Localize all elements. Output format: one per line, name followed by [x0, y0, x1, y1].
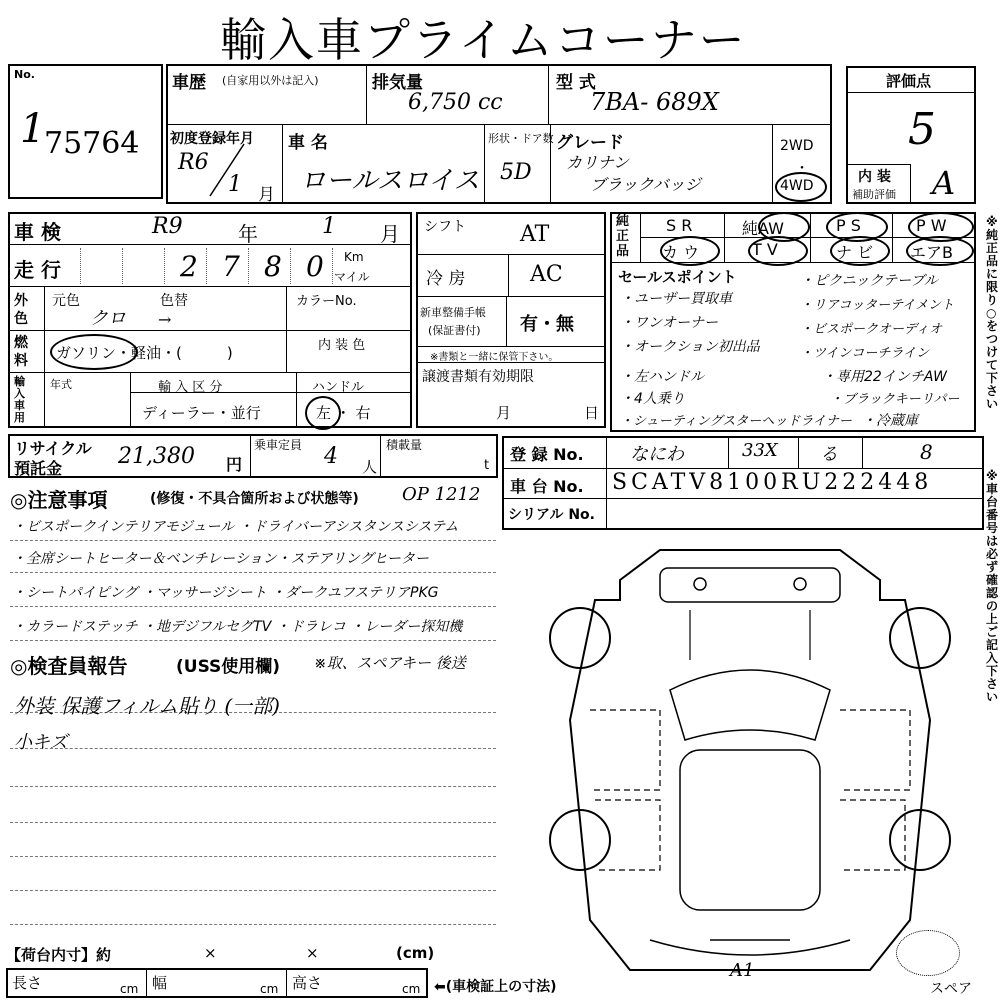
manual-note: ※書類と一緒に保管下さい。: [430, 352, 559, 363]
shift-value: AT: [520, 222, 550, 247]
registration-number: 8: [920, 440, 933, 464]
dims-width-cm: cm: [260, 982, 279, 996]
sales-point-item: ・シューティングスターヘッドライナー: [620, 414, 852, 429]
handle-left-circle: [305, 396, 341, 430]
note-line: ・ビスポークインテリアモジュール ・ドライバーアシスタンスシステム: [12, 519, 459, 535]
notes-title: ◎注意事項: [10, 488, 108, 512]
genuine-label: 純正品: [616, 214, 630, 259]
history-label: 車歴: [172, 73, 206, 93]
genuine-aw: 純AW: [742, 219, 784, 238]
manual-label-sub: (保証書付): [428, 324, 481, 337]
cargo-unit: (cm): [396, 944, 435, 962]
lot-prefix: 1: [20, 106, 46, 152]
genuine-tv-circle: [748, 236, 808, 266]
side-note-chassis: ※車台番号は必ず確認の上ご記入下さい: [986, 469, 999, 704]
dims-width: 幅: [152, 974, 168, 992]
dims-length-cm: cm: [120, 982, 139, 996]
chassis-label: 車 台 No.: [510, 477, 584, 496]
load-label: 積載量: [386, 438, 423, 452]
diagram-mark: A1: [730, 960, 755, 981]
import-type-options: ディーラー・並行: [142, 404, 261, 422]
grade-line1: カリナン: [566, 153, 629, 172]
manual-label: 新車整備手帳: [420, 306, 486, 319]
drive-4wd-circle: [775, 172, 827, 202]
color-label: 外色: [14, 293, 28, 327]
car-diagram: [540, 540, 960, 990]
interior-label: 内 装: [858, 169, 891, 185]
dims-block: [6, 968, 428, 998]
doors-label: 形状・ドア数: [488, 132, 554, 145]
inspection-year-unit: 年: [238, 222, 258, 246]
color-change-value: →: [158, 310, 172, 329]
dims-height-cm: cm: [402, 982, 421, 996]
note-line: ・全席シートヒーター＆ベンチレーション・ステアリングヒーター: [12, 551, 429, 567]
genuine-ps: P S: [836, 216, 861, 235]
inspector-title: ◎検査員報告: [10, 654, 128, 678]
cargo-x2: ×: [306, 944, 319, 962]
fuel-label: 燃料: [14, 335, 28, 369]
genuine-tv: T V: [752, 240, 778, 259]
genuine-airbag-circle: [906, 236, 974, 266]
registration-label: 登 録 No.: [510, 445, 584, 464]
color-orig-label: 元色: [52, 293, 80, 309]
notes-subtitle: (修復・不具合箇所および状態等): [150, 491, 359, 507]
mileage-digit: 2: [180, 250, 198, 283]
inspection-era: R9: [152, 214, 183, 239]
sales-points-label: セールスポイント: [618, 268, 737, 286]
recycle-value: 21,380: [118, 444, 195, 469]
sales-point-item: ・左ハンドル: [620, 369, 704, 385]
handle-label: ハンドル: [312, 380, 365, 395]
mileage-unit-mile: マイル: [334, 270, 370, 284]
page-title: 輸入車プライムコーナー: [220, 13, 747, 67]
color-no-label: カラーNo.: [296, 294, 357, 309]
spare-label: スペア: [930, 981, 972, 997]
import-year-label: 年式: [50, 378, 72, 391]
grade-line2: ブラックバッジ: [590, 175, 701, 194]
capacity-label: 乗車定員: [254, 438, 303, 452]
grade-label: グレード: [556, 133, 624, 153]
drive-4wd: 4WD: [780, 178, 814, 194]
manual-value: 有・無: [520, 314, 574, 335]
spec-block: [416, 212, 606, 428]
sales-point-item: ・ピクニックテーブル: [800, 273, 938, 289]
inspection-month-unit: 月: [380, 222, 400, 246]
first-reg-month: 1: [228, 172, 242, 197]
dims-note: ⬅(車検証上の寸法): [434, 979, 557, 995]
notes-op: OP 1212: [402, 484, 481, 505]
mileage-digit: 7: [222, 250, 240, 283]
shift-label: シフト: [424, 219, 466, 235]
genuine-sr: S R: [666, 216, 693, 235]
interior-sublabel: 補助評価: [852, 188, 896, 201]
recycle-label-sub: 預託金: [14, 459, 63, 478]
sales-point-item: ・4人乗り: [620, 391, 685, 407]
note-line: ・シートパイピング ・マッサージシート ・ダークユフステリアPKG: [12, 585, 439, 601]
color-change-label: 色替: [160, 293, 188, 309]
sales-point-item: ・ユーザー買取車: [620, 291, 732, 307]
genuine-airbag: エアB: [910, 243, 953, 262]
dims-height: 高さ: [292, 974, 323, 992]
genuine-navi: ナ ビ: [836, 243, 874, 262]
mileage-digit: 0: [306, 250, 324, 283]
mileage-digits: [80, 246, 332, 284]
registration-class: 33X: [742, 440, 778, 461]
doors-value: 5D: [500, 160, 532, 185]
rating-value: 5: [908, 104, 936, 155]
inspector-line: 外装 保護フィルム貼り (一部): [14, 694, 280, 718]
handle-options: 左 ・ 右: [316, 404, 371, 422]
genuine-cow-circle: [660, 236, 720, 266]
transfer-day: 日: [584, 404, 600, 422]
sales-point-item: ・ブラックキーリパー: [830, 392, 960, 407]
import-label: 輸入車用: [14, 375, 25, 424]
import-type-label: 輸 入 区 分: [158, 380, 223, 395]
inspector-note: ※取、スペアキー 後送: [314, 654, 466, 672]
displacement-value: 6,750 cc: [408, 90, 503, 115]
sales-point-item: ・ビスポークオーディオ: [800, 322, 942, 337]
mileage-unit-km: Km: [344, 250, 364, 264]
inspection-label: 車 検: [14, 220, 61, 244]
sales-point-item: ・ツインコーチライン: [800, 346, 929, 361]
sales-point-item: ・オークション初出品: [620, 339, 760, 355]
side-note-genuine: ※純正品に限り○をつけて下さい: [986, 215, 999, 411]
drive-2wd: 2WD: [780, 138, 814, 154]
capacity-unit: 人: [362, 458, 378, 476]
fuel-gasoline-circle: [50, 334, 138, 370]
registration-area: なにわ: [630, 444, 684, 465]
first-reg-month-unit: 月: [258, 185, 275, 205]
registration-kana: る: [820, 444, 838, 465]
color-orig-value: クロ: [90, 308, 126, 329]
first-reg-era: R6: [178, 150, 209, 175]
serial-label: シリアル No.: [508, 507, 595, 523]
car-name-label: 車 名: [288, 133, 328, 153]
cargo-x1: ×: [204, 944, 217, 962]
recycle-unit: 円: [226, 455, 243, 474]
interior-value: A: [932, 164, 956, 202]
fuel-options: ガソリン・軽油・( ): [56, 344, 233, 362]
model-label: 型 式: [556, 73, 596, 93]
load-unit: t: [484, 458, 490, 473]
inspector-subtitle: (USS使用欄): [176, 657, 281, 677]
transfer-month: 月: [496, 404, 512, 422]
model-value: 7BA- 689X: [590, 88, 719, 116]
mileage-digit: 8: [264, 250, 282, 283]
sales-point-item: ・冷蔵庫: [862, 413, 918, 429]
sales-point-item: ・専用22インチAW: [822, 369, 947, 385]
inspector-line: 小キズ: [14, 732, 68, 753]
sales-point-item: ・リアコッターテイメント: [800, 298, 955, 313]
genuine-cow: カ ウ: [662, 243, 700, 262]
chassis-value: SCATV8100RU222448: [612, 470, 933, 495]
mileage-label: 走 行: [14, 258, 61, 282]
first-reg-label: 初度登録年月: [170, 131, 254, 147]
cargo-label: 【荷台内寸】約: [6, 946, 112, 964]
displacement-label: 排気量: [372, 73, 423, 93]
lot-value: 75764: [44, 126, 140, 161]
sales-point-item: ・ワンオーナー: [620, 315, 718, 331]
aircon-label: 冷 房: [426, 269, 466, 289]
note-line: ・カラードステッチ ・地デジフルセグTV ・ドラレコ ・レーダー探知機: [12, 619, 463, 635]
car-name-value: ロールスロイス: [300, 166, 480, 196]
lot-label: No.: [14, 68, 35, 81]
dims-length: 長さ: [12, 974, 43, 992]
inspection-month: 1: [322, 214, 336, 239]
aircon-value: AC: [530, 262, 563, 287]
genuine-navi-circle: [830, 236, 890, 266]
capacity-value: 4: [324, 444, 338, 469]
spare-tire-icon: [896, 930, 960, 976]
transfer-label: 譲渡書類有効期限: [422, 369, 534, 385]
interior-color-label: 内 装 色: [318, 338, 366, 353]
history-note: (自家用以外は記入): [222, 74, 319, 87]
genuine-pw: P W: [916, 216, 947, 235]
lot-number-box: [8, 64, 163, 199]
recycle-label: リサイクル: [14, 439, 92, 458]
drive-dot: ・: [795, 161, 809, 177]
rating-label: 評価点: [886, 72, 932, 90]
